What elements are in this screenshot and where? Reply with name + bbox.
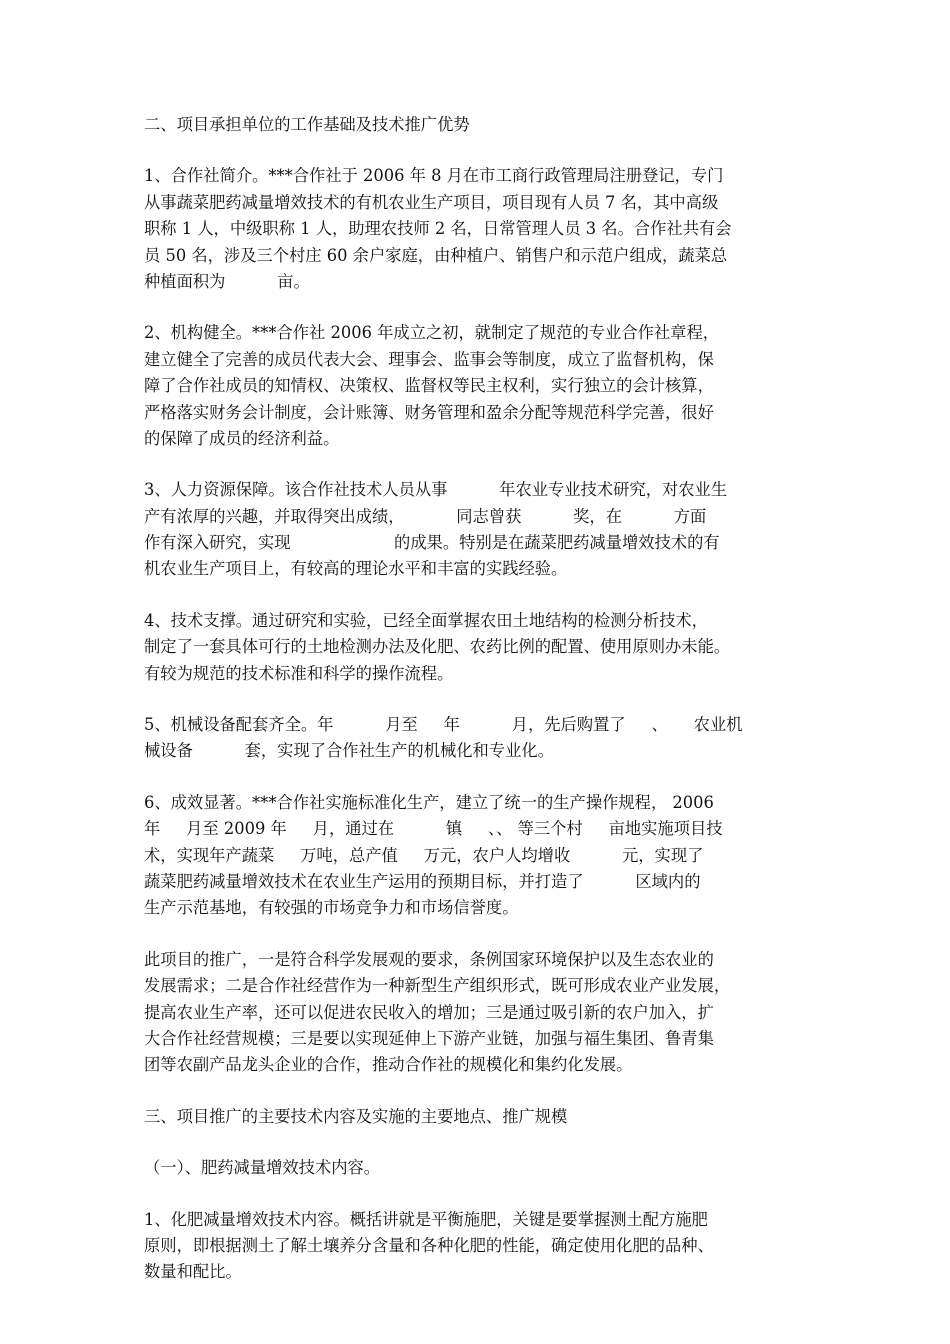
section-2-heading — [144, 112, 810, 138]
text-line: 年 月至 2009 年 月，通过在 镇 、、 等三个村 亩地实施项目技 — [144, 819, 723, 839]
text-line: 生产示范基地，有较强的市场竞争力和市场信誉度。 — [144, 898, 519, 918]
text-line: 大合作社经营规模；三是要以实现延伸上下游产业链，加强与福生集团、鲁青集 — [144, 1028, 714, 1048]
text-line: 蔬菜肥药减量增效技术在农业生产运用的预期目标，并打造了 区域内的 — [144, 871, 701, 891]
paragraph-cooperative-intro — [144, 163, 810, 295]
text-line: 1、化肥减量增效技术内容。概括讲就是平衡施肥，关键是要掌握测土配方施肥 — [144, 1209, 708, 1229]
text-line: 建立健全了完善的成员代表大会、理事会、监事会等制度，成立了监督机构，保 — [144, 349, 714, 369]
text-line: 术，实现年产蔬菜 万吨，总产值 万元，农户人均增收 元，实现了 — [144, 845, 704, 865]
text-line: 的保障了成员的经济利益。 — [144, 428, 340, 448]
text-line: 3、人力资源保障。该合作社技术人员从事 年农业专业技术研究，对农业生 — [144, 480, 728, 500]
text-line: 障了合作社成员的知情权、决策权、监督权等民主权利，实行独立的会计核算， — [144, 376, 714, 396]
text-line: 数量和配比。 — [144, 1262, 242, 1282]
paragraph-results — [144, 790, 810, 922]
text-line: 提高农业生产率，还可以促进农民收入的增加；三是通过吸引新的农户加入，扩 — [144, 1002, 714, 1022]
text-line: 发展需求；二是合作社经营作为一种新型生产组织形式，既可形成农业产业发展， — [144, 976, 731, 996]
text-line: 原则，即根据测土了解土壤养分含量和各种化肥的性能，确定使用化肥的品种、 — [144, 1235, 714, 1255]
paragraph-machinery — [144, 712, 810, 765]
text-line: 6、成效显著。***合作社实施标准化生产，建立了统一的生产操作规程， 2006 — [144, 792, 714, 812]
text-line: 此项目的推广，一是符合科学发展观的要求，条例国家环境保护以及生态农业的 — [144, 949, 714, 969]
text-line: 机农业生产项目上，有较高的理论水平和丰富的实践经验。 — [144, 559, 568, 579]
text-line: 1、合作社简介。***合作社于 2006 年 8 月在市工商行政管理局注册登记，专门 — [144, 166, 724, 186]
section-3-heading — [144, 1104, 810, 1130]
text-line: 种植面积为 亩。 — [144, 271, 310, 291]
document-page — [144, 112, 810, 1311]
text-line: 5、机械设备配套齐全。年 月至 年 月，先后购置了 、 农业机 — [144, 715, 743, 735]
text-line: 严格落实财务会计制度，会计账簿、财务管理和盈余分配等规范科学完善，很好 — [144, 402, 714, 422]
subsection-1-heading — [144, 1155, 810, 1181]
heading-text: 二、项目承担单位的工作基础及技术推广优势 — [144, 115, 470, 134]
paragraph-fertilizer-reduction — [144, 1207, 810, 1286]
text-line: 职称 1 人，中级职称 1 人，助理农技师 2 名，日常管理人员 3 名。合作社共有会 — [144, 219, 732, 239]
text-line: 作有深入研究，实现 的成果。特别是在蔬菜肥药减量增效技术的有 — [144, 533, 720, 553]
paragraph-project-promotion — [144, 947, 810, 1079]
paragraph-human-resources — [144, 477, 810, 583]
heading-text: （一）、肥药减量增效技术内容。 — [144, 1158, 381, 1178]
text-line: 4、技术支撑。通过研究和实验，已经全面掌握农田土地结构的检测分析技术， — [144, 610, 708, 630]
paragraph-technical-support — [144, 608, 810, 687]
heading-text: 三、项目推广的主要技术内容及实施的主要地点、推广规模 — [144, 1106, 568, 1126]
text-line: 2、机构健全。***合作社 2006 年成立之初，就制定了规范的专业合作社章程， — [144, 323, 720, 343]
text-line: 制定了一套具体可行的土地检测办法及化肥、农药比例的配置、使用原则办未能。 — [144, 637, 731, 657]
text-line: 有较为规范的技术标准和科学的操作流程。 — [144, 663, 454, 683]
text-line: 员 50 名，涉及三个村庄 60 余户家庭，由种植户、销售户和示范户组成，蔬菜总 — [144, 245, 728, 265]
text-line: 团等农副产品龙头企业的合作，推动合作社的规模化和集约化发展。 — [144, 1055, 633, 1075]
text-line: 产有浓厚的兴趣，并取得突出成绩， 同志曾获 奖，在 方面 — [144, 506, 707, 526]
text-line: 械设备 套，实现了合作社生产的机械化和专业化。 — [144, 741, 554, 761]
paragraph-organization — [144, 320, 810, 452]
text-line: 从事蔬菜肥药减量增效技术的有机农业生产项目，项目现有人员 7 名，其中高级 — [144, 192, 719, 212]
